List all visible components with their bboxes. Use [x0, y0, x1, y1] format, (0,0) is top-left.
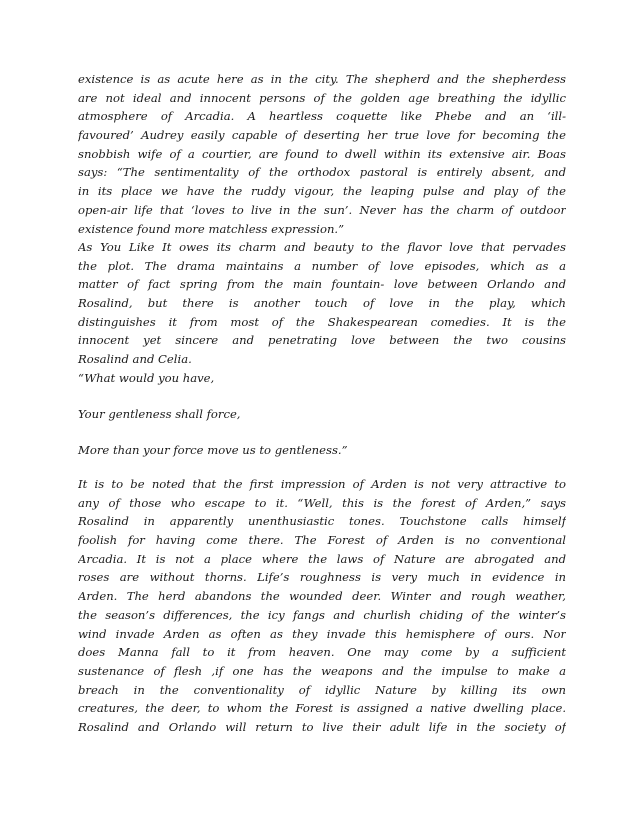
text-line: foolish for having come there. The Forest of Arden is no conventional: [78, 533, 566, 548]
text-line: innocent yet sincere and penetrating love between the two cousins: [78, 333, 566, 348]
text-line: roses are without thorns. Life’s roughness is very much in evidence in: [78, 570, 566, 585]
text-line: in its place we have the ruddy vigour, the leaping pulse and play of the: [78, 184, 566, 199]
text-line: open-air life that ‘loves to live in the sun’. Never has the charm of outdoor: [78, 202, 566, 217]
text-line: As You Like It owes its charm and beauty to the flavor love that pervades: [78, 240, 566, 254]
text-line: Arden. The herd abandons the wounded deer. Winter and rough weather,: [78, 589, 566, 604]
paragraph-arcadia-pastoral: [78, 70, 566, 238]
text-line: snobbish wife of a courtier, are found to dwell within its extensive air. Boas: [78, 146, 566, 161]
text-line: “What would you have,: [78, 371, 215, 385]
text-line: existence found more matchless expression.”: [78, 221, 345, 236]
text-line: Your gentleness shall force,: [78, 407, 241, 421]
text-line: the season’s differences, the icy fangs and churlish chiding of the winter’s: [78, 607, 566, 622]
text-line: atmosphere of Arcadia. A heartless coquette like Phebe and an ‘ill-: [78, 109, 566, 124]
text-line: Rosalind and Orlando will return to live their adult life in the society of: [78, 719, 566, 734]
text-line: It is to be noted that the first impression of Arden is not very attractive to: [78, 477, 566, 491]
text-line: favoured’ Audrey easily capable of deserting her true love for becoming the: [78, 128, 566, 143]
paragraph-forest-of-arden: [78, 475, 566, 737]
paragraph-love-theme: [78, 238, 566, 369]
text-line: More than your force move us to gentleness.”: [78, 443, 348, 457]
quote-line: [78, 369, 566, 388]
text-line: wind invade Arden as often as they invade this hemisphere of ours. Nor: [78, 626, 566, 641]
text-line: any of those who escape to it. “Well, this is the forest of Arden,” says: [78, 495, 566, 510]
text-line: Rosalind, but there is another touch of love in the play, which: [78, 296, 566, 311]
quote-line: [78, 441, 566, 460]
text-line: creatures, the deer, to whom the Forest is assigned a native dwelling place.: [78, 701, 566, 716]
text-line: Rosalind in apparently unenthusiastic tones. Touchstone calls himself: [78, 514, 566, 529]
text-line: sustenance of flesh ,if one has the weapons and the impulse to make a: [78, 663, 566, 678]
text-line: existence is as acute here as in the city. The shepherd and the shepherdess: [78, 72, 566, 86]
text-line: are not ideal and innocent persons of the golden age breathing the idyllic: [78, 90, 566, 105]
text-line: matter of fact spring from the main fountain- love between Orlando and: [78, 277, 566, 292]
text-line: the plot. The drama maintains a number of love episodes, which as a: [78, 258, 566, 273]
text-line: says: “The sentimentality of the orthodox pastoral is entirely absent, and: [78, 165, 566, 180]
quote-line: [78, 405, 566, 424]
text-line: distinguishes it from most of the Shakespearean comedies. It is the: [78, 314, 566, 329]
text-line: Rosalind and Celia.: [78, 352, 192, 367]
text-line: does Manna fall to it from heaven. One may come by a sufficient: [78, 645, 566, 660]
text-line: Arcadia. It is not a place where the laws of Nature are abrogated and: [78, 551, 566, 566]
text-line: breach in the conventionality of idyllic Nature by killing its own: [78, 682, 566, 697]
